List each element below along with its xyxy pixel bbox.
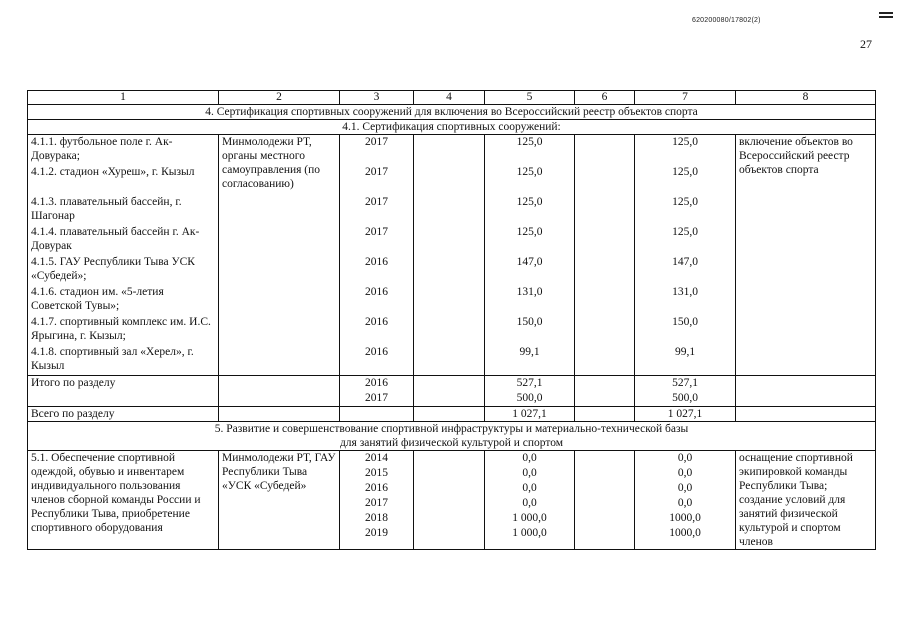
year-value: 2016	[365, 316, 388, 328]
activity-item: 4.1.2. стадион «Хуреш», г. Кызыл	[31, 166, 195, 178]
empty-cell	[219, 376, 340, 407]
amount-value: 0,0	[522, 467, 537, 479]
year-value: 2014	[365, 452, 388, 464]
amount-value: 527,1	[672, 377, 698, 389]
year-value: 2017	[365, 392, 388, 404]
amount-value: 1000,0	[669, 512, 701, 524]
program-table	[27, 90, 876, 550]
empty-cell	[736, 407, 876, 422]
amount-value: 500,0	[672, 392, 698, 404]
amount-value: 125,0	[672, 136, 698, 148]
amount-value: 0,0	[677, 497, 693, 509]
year-value: 2016	[365, 482, 388, 494]
amount-value: 1000,0	[669, 527, 701, 539]
column-number: 6	[575, 91, 635, 105]
total-label: Всего по разделу	[28, 407, 219, 422]
activity-item: 4.1.1. футбольное поле г. Ак-Довурака;	[31, 136, 173, 162]
amount-list	[635, 135, 736, 376]
empty-cell	[575, 451, 635, 550]
amount-value: 125,0	[672, 166, 698, 178]
empty-cell	[414, 451, 485, 550]
empty-cell	[575, 376, 635, 407]
result-cell: оснащение спортивной экипировкой команды Республики Тыва; создание условий для занятий физической культурой и спортом членов	[736, 451, 876, 550]
amount-list	[635, 451, 736, 550]
activity-item: 4.1.5. ГАУ Республики Тыва УСК «Субедей»;	[31, 256, 195, 282]
amount-value: 125,0	[672, 196, 698, 208]
year-value: 2016	[365, 256, 388, 268]
activity-item: 4.1.7. спортивный комплекс им. И.С. Ярыгина, г. Кызыл;	[31, 316, 211, 342]
column-number: 1	[28, 91, 219, 105]
total-row	[28, 407, 876, 422]
year-value: 2015	[365, 467, 388, 479]
year-value: 2017	[365, 196, 388, 208]
year-value: 2018	[365, 512, 388, 524]
amount-value: 125,0	[516, 196, 543, 208]
executor-cell: Минмолодежи РТ, ГАУ Республики Тыва «УСК «Субедей»	[219, 451, 340, 550]
scan-mark-icon	[879, 12, 893, 22]
total-amount: 1 027,1	[485, 407, 575, 422]
section-title-line: для занятий физической культурой и спортом	[339, 437, 564, 449]
year-value: 2017	[365, 226, 388, 238]
amount-list	[485, 135, 575, 376]
amount-value: 1 000,0	[512, 512, 547, 524]
amount-value: 0,0	[522, 482, 537, 494]
amount-value: 150,0	[516, 316, 543, 328]
amount-value: 131,0	[516, 286, 543, 298]
column-number: 4	[414, 91, 485, 105]
amount-value: 527,1	[516, 377, 543, 389]
amount-value: 1 000,0	[512, 527, 547, 539]
year-list	[340, 135, 414, 376]
empty-cell	[736, 376, 876, 407]
year-value: 2019	[365, 527, 388, 539]
subtotal-amounts	[635, 376, 736, 407]
amount-value: 147,0	[672, 256, 698, 268]
section-title	[28, 422, 876, 451]
amount-value: 500,0	[516, 392, 543, 404]
total-amount: 1 027,1	[635, 407, 736, 422]
document-id: 620200080/17802(2)	[692, 17, 761, 24]
amount-value: 0,0	[677, 467, 693, 479]
subtotal-years	[340, 376, 414, 407]
column-number: 2	[219, 91, 340, 105]
empty-cell	[414, 135, 485, 376]
section-title-line: 5. Развитие и совершенствование спортивной инфраструктуры и материально-технической базы	[214, 423, 689, 435]
column-number: 3	[340, 91, 414, 105]
subtotal-label: Итого по разделу	[28, 376, 219, 407]
amount-value: 131,0	[672, 286, 698, 298]
amount-value: 147,0	[516, 256, 543, 268]
column-number: 7	[635, 91, 736, 105]
table-row	[28, 451, 876, 550]
year-value: 2016	[365, 346, 388, 358]
activity-item: 4.1.3. плавательный бассейн, г. Шагонар	[31, 196, 182, 222]
empty-cell	[575, 135, 635, 376]
amount-value: 125,0	[672, 226, 698, 238]
empty-cell	[575, 407, 635, 422]
empty-cell	[340, 407, 414, 422]
column-number-row	[28, 91, 876, 105]
year-list	[340, 451, 414, 550]
column-number: 8	[736, 91, 876, 105]
empty-cell	[414, 376, 485, 407]
result-cell: включение объектов во Всероссийский реестр объектов спорта	[736, 135, 876, 376]
activity-list	[28, 135, 219, 376]
page-number: 27	[860, 37, 872, 51]
amount-value: 125,0	[516, 136, 543, 148]
subtotal-amounts	[485, 376, 575, 407]
year-value: 2016	[365, 377, 388, 389]
amount-value: 99,1	[519, 346, 540, 358]
table-row	[28, 135, 876, 376]
year-value: 2017	[365, 166, 388, 178]
activity-item: 4.1.8. спортивный зал «Херел», г. Кызыл	[31, 346, 194, 372]
activity-cell: 5.1. Обеспечение спортивной одеждой, обувью и инвентарем индивидуального пользования членов сборной команды России и Республики Тыва, приобретение спортивного оборудования	[28, 451, 219, 550]
activity-item: 4.1.4. плавательный бассейн г. Ак-Довурак	[31, 226, 200, 252]
subsection-title: 4.1. Сертификация спортивных сооружений:	[28, 120, 876, 135]
year-value: 2016	[365, 286, 388, 298]
amount-value: 0,0	[677, 452, 693, 464]
amount-value: 99,1	[674, 346, 696, 358]
amount-value: 125,0	[516, 166, 543, 178]
activity-item: 4.1.6. стадион им. «5-летия Советской Тувы»;	[31, 286, 164, 312]
amount-list	[485, 451, 575, 550]
empty-cell	[219, 407, 340, 422]
year-value: 2017	[365, 136, 388, 148]
amount-value: 0,0	[522, 452, 537, 464]
amount-value: 0,0	[522, 497, 537, 509]
subtotal-row	[28, 376, 876, 407]
amount-value: 0,0	[677, 482, 693, 494]
year-value: 2017	[365, 497, 388, 509]
empty-cell	[414, 407, 485, 422]
executor-cell: Минмолодежи РТ, органы местного самоуправления (по согласованию)	[219, 135, 340, 376]
column-number: 5	[485, 91, 575, 105]
amount-value: 150,0	[672, 316, 698, 328]
amount-value: 125,0	[516, 226, 543, 238]
section-title: 4. Сертификация спортивных сооружений для включения во Всероссийский реестр объектов спорта	[28, 105, 876, 120]
